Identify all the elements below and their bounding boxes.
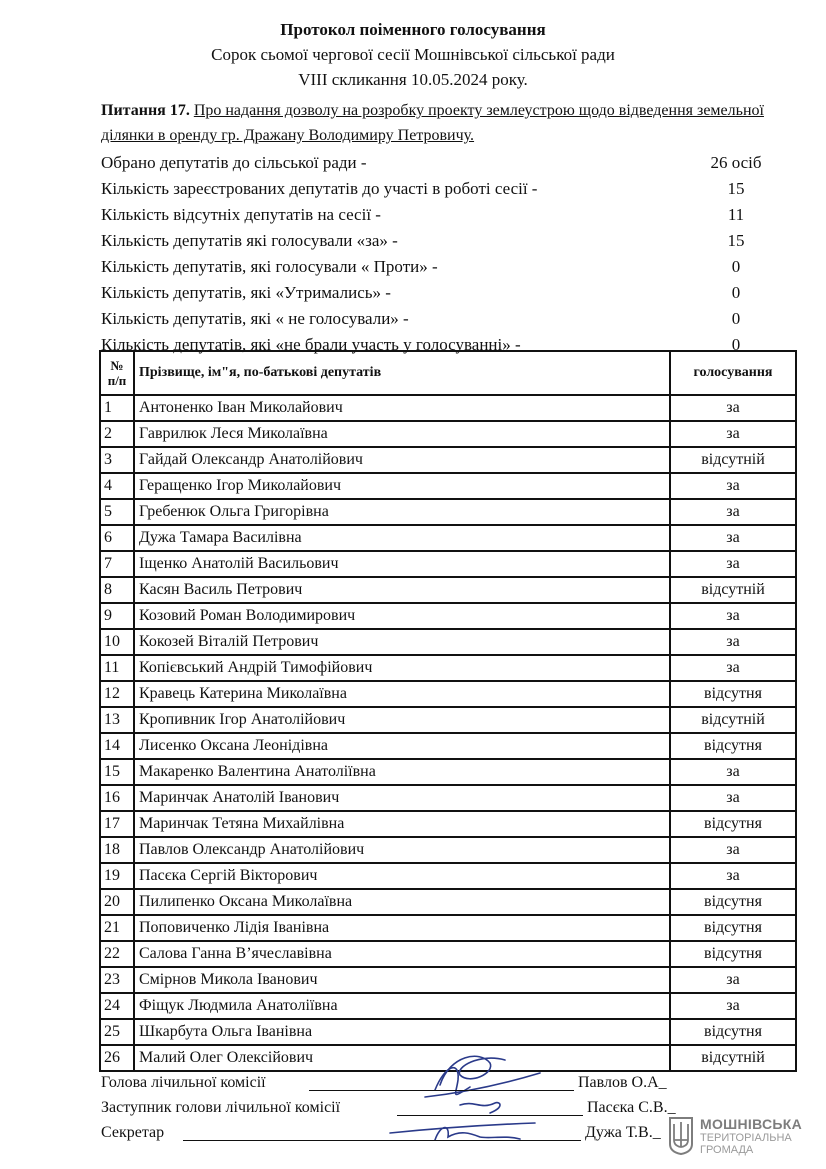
stat-row xyxy=(101,176,801,202)
deputy-name: Маринчак Анатолій Іванович xyxy=(134,785,670,811)
table-row xyxy=(100,941,796,967)
row-number: 15 xyxy=(100,759,134,785)
vote-result: за xyxy=(670,525,796,551)
stats-block xyxy=(101,150,801,358)
stat-value: 0 xyxy=(731,309,741,328)
row-number: 24 xyxy=(100,993,134,1019)
deputy-name: Салова Ганна В’ячеславівна xyxy=(134,941,670,967)
deputy-name: Кравець Катерина Миколаївна xyxy=(134,681,670,707)
table-row xyxy=(100,603,796,629)
deputy-name: Копієвський Андрій Тимофійович xyxy=(134,655,670,681)
signature-role: Голова лічильної комісії xyxy=(101,1074,266,1091)
deputy-name: Маринчак Тетяна Михайлівна xyxy=(134,811,670,837)
deputy-name: Шкарбута Ольга Іванівна xyxy=(134,1019,670,1045)
stat-row xyxy=(101,254,801,280)
table-row xyxy=(100,889,796,915)
row-number: 2 xyxy=(100,421,134,447)
deputy-name: Гребенюк Ольга Григорівна xyxy=(134,499,670,525)
deputy-name: Іщенко Анатолій Васильович xyxy=(134,551,670,577)
signature-role: Секретар xyxy=(101,1124,165,1141)
deputy-name: Касян Василь Петрович xyxy=(134,577,670,603)
signature-row-chair xyxy=(101,1074,667,1092)
page-subtitle-date: VIII скликання 10.05.2024 року. xyxy=(298,70,528,89)
table-row xyxy=(100,655,796,681)
page-title: Протокол поіменного голосування xyxy=(280,20,546,39)
row-number: 18 xyxy=(100,837,134,863)
row-number: 6 xyxy=(100,525,134,551)
row-number: 8 xyxy=(100,577,134,603)
row-number: 22 xyxy=(100,941,134,967)
deputy-name: Лисенко Оксана Леонідівна xyxy=(134,733,670,759)
vote-result: за xyxy=(670,837,796,863)
vote-result: за xyxy=(670,967,796,993)
vote-result: за xyxy=(670,395,796,421)
row-number: 16 xyxy=(100,785,134,811)
stat-value: 15 xyxy=(727,231,745,250)
vote-result: відсутня xyxy=(670,941,796,967)
vote-result: за xyxy=(670,655,796,681)
row-number: 10 xyxy=(100,629,134,655)
vote-table xyxy=(99,350,797,1072)
deputy-name: Пасєка Сергій Вікторович xyxy=(134,863,670,889)
deputy-name: Козовий Роман Володимирович xyxy=(134,603,670,629)
stat-label: Кількість депутатів, які голосували « Проти» - xyxy=(101,257,438,276)
table-row xyxy=(100,551,796,577)
vote-result: за xyxy=(670,629,796,655)
signature-row-deputy xyxy=(101,1099,676,1117)
row-number: 26 xyxy=(100,1045,134,1071)
stat-value: 0 xyxy=(731,257,741,276)
row-number: 21 xyxy=(100,915,134,941)
question-label: Питання 17. xyxy=(101,102,190,119)
col-header-number-line2: п/п xyxy=(107,373,127,388)
table-row xyxy=(100,733,796,759)
table-row xyxy=(100,785,796,811)
vote-result: відсутня xyxy=(670,681,796,707)
deputy-name: Малий Олег Олексійович xyxy=(134,1045,670,1071)
signature-name: Павлов О.А_ xyxy=(578,1074,667,1091)
page-subtitle-session: Сорок сьомої чергової сесії Мошнівської сільської ради xyxy=(211,45,615,64)
col-header-name: Прізвище, ім"я, по-батькові депутатів xyxy=(134,351,670,395)
stat-label: Кількість депутатів, які « не голосували» - xyxy=(101,309,409,328)
row-number: 13 xyxy=(100,707,134,733)
stat-value: 0 xyxy=(731,335,741,354)
table-row xyxy=(100,395,796,421)
table-row xyxy=(100,837,796,863)
row-number: 3 xyxy=(100,447,134,473)
row-number: 17 xyxy=(100,811,134,837)
stat-label: Кількість депутатів, які «Утримались» - xyxy=(101,283,391,302)
trident-icon xyxy=(668,1116,694,1156)
deputy-name: Смірнов Микола Іванович xyxy=(134,967,670,993)
table-row xyxy=(100,811,796,837)
vote-result: відсутній xyxy=(670,707,796,733)
table-row xyxy=(100,629,796,655)
stat-value: 11 xyxy=(727,205,745,224)
stat-row xyxy=(101,228,801,254)
row-number: 9 xyxy=(100,603,134,629)
stat-label: Кількість зареєстрованих депутатів до участі в роботі сесії - xyxy=(101,179,538,198)
table-header-row xyxy=(100,351,796,395)
table-row xyxy=(100,759,796,785)
vote-result: за xyxy=(670,603,796,629)
vote-result: за xyxy=(670,863,796,889)
deputy-name: Поповиченко Лідія Іванівна xyxy=(134,915,670,941)
deputy-name: Гаврилюк Леся Миколаївна xyxy=(134,421,670,447)
row-number: 25 xyxy=(100,1019,134,1045)
table-row xyxy=(100,707,796,733)
vote-result: відсутня xyxy=(670,889,796,915)
table-row xyxy=(100,525,796,551)
question-block xyxy=(101,98,801,148)
signature-name: Пасєка С.В._ xyxy=(587,1099,676,1116)
table-row xyxy=(100,993,796,1019)
vote-result: за xyxy=(670,785,796,811)
table-row xyxy=(100,499,796,525)
stat-value: 0 xyxy=(731,283,741,302)
deputy-name: Кокозей Віталій Петрович xyxy=(134,629,670,655)
vote-result: за xyxy=(670,421,796,447)
row-number: 5 xyxy=(100,499,134,525)
vote-result: відсутня xyxy=(670,733,796,759)
deputy-name: Гайдай Олександр Анатолійович xyxy=(134,447,670,473)
deputy-name: Пилипенко Оксана Миколаївна xyxy=(134,889,670,915)
stat-label: Кількість депутатів які голосували «за» - xyxy=(101,231,398,250)
row-number: 20 xyxy=(100,889,134,915)
row-number: 11 xyxy=(100,655,134,681)
signature-name: Дужа Т.В._ xyxy=(585,1124,661,1141)
community-logo xyxy=(668,1112,818,1162)
vote-result: відсутня xyxy=(670,915,796,941)
row-number: 1 xyxy=(100,395,134,421)
stat-row xyxy=(101,150,801,176)
row-number: 4 xyxy=(100,473,134,499)
stat-label: Обрано депутатів до сільської ради - xyxy=(101,153,367,172)
row-number: 14 xyxy=(100,733,134,759)
vote-result: за xyxy=(670,993,796,1019)
table-row xyxy=(100,421,796,447)
stat-label: Кількість депутатів, які «не брали участь у голосуванні» - xyxy=(101,335,521,354)
stat-row xyxy=(101,202,801,228)
stat-row xyxy=(101,306,801,332)
signature-role: Заступник голови лічильної комісії xyxy=(101,1099,341,1116)
vote-result: відсутня xyxy=(670,1019,796,1045)
table-row xyxy=(100,915,796,941)
stat-row xyxy=(101,280,801,306)
stat-label: Кількість відсутніх депутатів на сесії - xyxy=(101,205,381,224)
table-row xyxy=(100,1019,796,1045)
vote-result: відсутній xyxy=(670,1045,796,1071)
col-header-number xyxy=(100,351,134,395)
table-row xyxy=(100,681,796,707)
row-number: 7 xyxy=(100,551,134,577)
col-header-vote: голосування xyxy=(670,351,796,395)
deputy-name: Кропивник Ігор Анатолійович xyxy=(134,707,670,733)
table-row xyxy=(100,863,796,889)
vote-result: за xyxy=(670,473,796,499)
vote-result: за xyxy=(670,499,796,525)
deputy-name: Дужа Тамара Василівна xyxy=(134,525,670,551)
col-header-number-line1: № xyxy=(110,358,124,373)
deputy-name: Геращенко Ігор Миколайович xyxy=(134,473,670,499)
logo-line1: МОШНІВСЬКА xyxy=(700,1116,803,1132)
vote-result: відсутня xyxy=(670,811,796,837)
logo-line2-text: ТЕРИТОРІАЛЬНА xyxy=(700,1132,792,1144)
deputy-name: Макаренко Валентина Анатоліївна xyxy=(134,759,670,785)
deputy-name: Антоненко Іван Миколайович xyxy=(134,395,670,421)
vote-result: за xyxy=(670,759,796,785)
deputy-name: Павлов Олександр Анатолійович xyxy=(134,837,670,863)
table-row xyxy=(100,967,796,993)
table-row xyxy=(100,473,796,499)
row-number: 23 xyxy=(100,967,134,993)
stat-value: 15 xyxy=(727,179,745,198)
handwritten-signatures-icon xyxy=(330,1045,570,1165)
question-text: Про надання дозволу на розробку проекту землеустрою щодо відведення земельної ділянки в оренду гр. Дражану Володимиру Петровичу. xyxy=(101,102,764,144)
table-row xyxy=(100,447,796,473)
vote-result: відсутній xyxy=(670,577,796,603)
table-row xyxy=(100,577,796,603)
row-number: 12 xyxy=(100,681,134,707)
vote-result: за xyxy=(670,551,796,577)
logo-line2 xyxy=(700,1132,792,1156)
deputy-name: Фіщук Людмила Анатоліївна xyxy=(134,993,670,1019)
vote-table-body xyxy=(100,395,796,1071)
stat-value: 26 осіб xyxy=(710,153,762,172)
signature-row-secretary xyxy=(101,1124,661,1142)
logo-line3-text: ГРОМАДА xyxy=(700,1144,754,1156)
vote-result: відсутній xyxy=(670,447,796,473)
row-number: 19 xyxy=(100,863,134,889)
